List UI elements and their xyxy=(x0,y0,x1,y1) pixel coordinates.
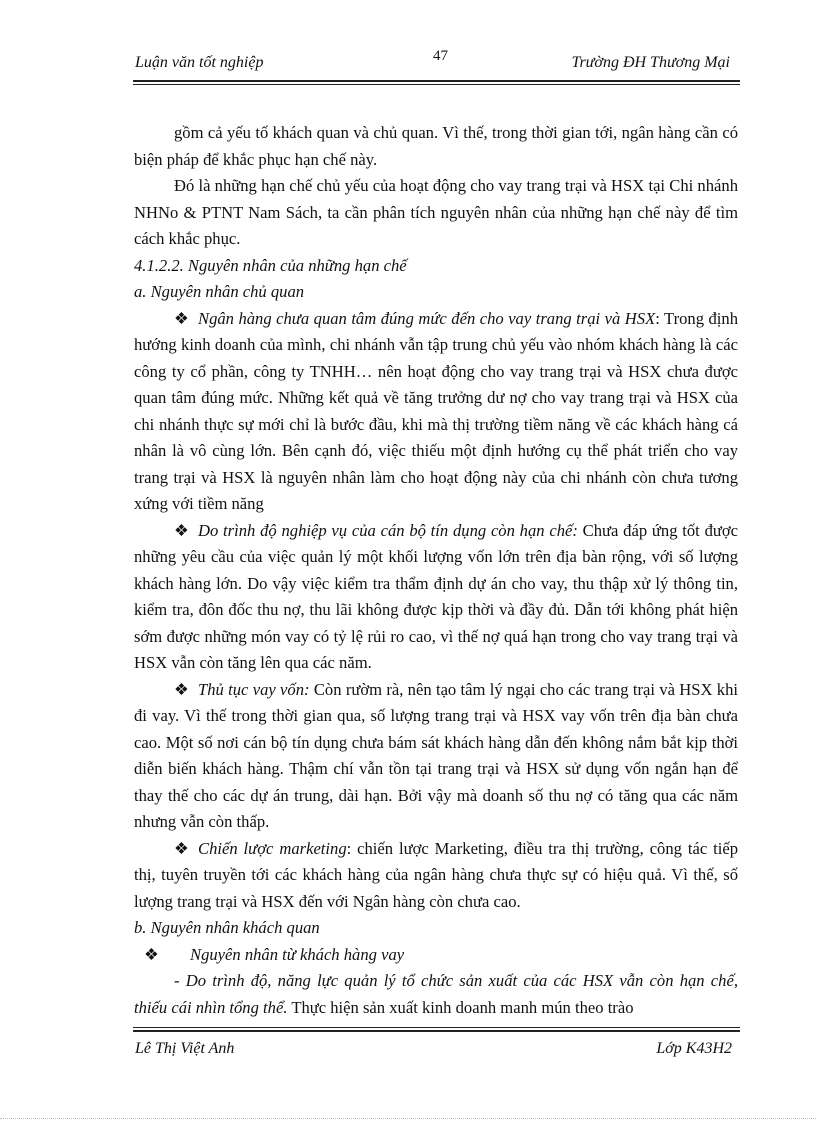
bullet-item-marketing: ❖ Chiến lược marketing: chiến lược Marketing, điều tra thị trường, công tác tiếp thị, tuyên truyền tới các khách hàng của ngân hàng chưa thực sự có hiệu quả. Vì thế, số lượng trang trại và HSX đến với Ngân hàng còn chưa cao. xyxy=(134,836,738,916)
paragraph-intro: gồm cả yếu tố khách quan và chủ quan. Vì thế, trong thời gian tới, ngân hàng cần có biện pháp để khắc phục hạn chế này. xyxy=(134,123,738,169)
diamond-bullet-icon: ❖ xyxy=(174,838,189,858)
diamond-bullet-icon: ❖ xyxy=(144,944,159,964)
diamond-bullet-icon: ❖ xyxy=(174,308,189,328)
header-university-label: Trường ĐH Thương Mại xyxy=(571,54,730,71)
footer-rule-thick xyxy=(133,1030,740,1032)
bullet-item-staff-skill: ❖ Do trình độ nghiệp vụ của cán bộ tín dụng còn hạn chế: Chưa đáp ứng tốt được những yêu cầu của việc quản lý một khối lượng vốn lớn trên địa bàn rộng, với số lượng khách hàng lớn. Do vậy việc kiểm tra thẩm định dự án cho vay, thu thập xử lý thông tin, kiểm tra, đôn đốc thu nợ, thu lãi không được kịp thời và đầy đủ. Dẫn tới không phát hiện sớm được những món vay có tỷ lệ rủi ro cao, vì thế nợ quá hạn trong cho vay trang trại và HSX vẫn còn tăng lên qua các năm. xyxy=(134,518,738,677)
header-rule-thick xyxy=(133,80,740,82)
bullet-item-attention: ❖ Ngân hàng chưa quan tâm đúng mức đến cho vay trang trại và HSX: Trong định hướng kinh doanh của mình, chi nhánh vẫn tập trung chủ yếu vào nhóm khách hàng là các công ty cổ phần, công ty TNHH… nên hoạt động cho vay trang trại và HSX chưa được quan tâm đúng mức. Những kết quả về tăng trưởng dư nợ cho vay trang trại và HSX của chi nhánh thực sự mới chỉ là bước đầu, khi mà thị trường tiềm năng về các khách hàng cá nhân là vô cùng lớn. Bên cạnh đó, việc thiếu một định hướng cụ thể phát triển cho vay trang trại và HSX là nguyên nhân làm cho hoạt động này của chi nhánh còn chưa tương xứng với tiềm năng xyxy=(134,306,738,518)
bullet-title: Chiến lược marketing xyxy=(198,838,347,858)
bullet-title: Do trình độ nghiệp vụ của cán bộ tín dụng còn hạn chế: xyxy=(198,520,578,540)
subsection-heading-subjective: a. Nguyên nhân chủ quan xyxy=(134,282,305,301)
bullet-item-customers xyxy=(134,942,738,969)
header-rule-thin xyxy=(133,84,740,85)
diamond-bullet-icon: ❖ xyxy=(174,679,189,699)
document-body xyxy=(134,120,738,1021)
bullet-title: Thủ tục vay vốn: xyxy=(198,679,310,699)
paragraph-limitations: Đó là những hạn chế chủ yếu của hoạt động cho vay trang trại và HSX tại Chi nhánh NHNo & PTNT Nam Sách, ta cần phân tích nguyên nhân của những hạn chế này để tìm cách khắc phục. xyxy=(134,176,738,248)
header-thesis-label: Luận văn tốt nghiệp xyxy=(135,54,264,71)
section-heading: 4.1.2.2. Nguyên nhân của những hạn chế xyxy=(134,255,407,275)
footer-rule-thin xyxy=(133,1027,740,1028)
page-header xyxy=(133,50,740,78)
page-bottom-divider xyxy=(0,1118,816,1119)
bullet-title: Ngân hàng chưa quan tâm đúng mức đến cho vay trang trại và HSX xyxy=(198,308,656,328)
subsection-heading-objective: b. Nguyên nhân khách quan xyxy=(134,918,320,937)
page-number: 47 xyxy=(433,48,448,64)
bullet-title: Nguyên nhân từ khách hàng vay xyxy=(190,944,405,964)
footer-class: Lớp K43H2 xyxy=(656,1040,732,1057)
bullet-item-procedures: ❖ Thủ tục vay vốn: Còn rườm rà, nên tạo tâm lý ngại cho các trang trại và HSX khi đi vay. Vì thế trong thời gian qua, số lượng trang trại và HSX vay vốn trên địa bàn chưa cao. Một số nơi cán bộ tín dụng chưa bám sát khách hàng dẫn đến không nắm bắt kịp thời diễn biến khách hàng. Thậm chí vẫn tồn tại trang trại và HSX sử dụng vốn ngắn hạn để thay thế cho các dự án trung, dài hạn. Bởi vậy mà doanh số thu nợ có tăng qua các năm nhưng vẫn còn thấp. xyxy=(134,677,738,836)
page-footer xyxy=(133,1040,740,1064)
footer-author: Lê Thị Việt Anh xyxy=(135,1040,235,1057)
diamond-bullet-icon: ❖ xyxy=(174,520,189,540)
paragraph-management-capacity: - Do trình độ, năng lực quản lý tổ chức sản xuất của các HSX vẫn còn hạn chế, thiếu cái nhìn tổng thể. Thực hiện sản xuất kinh doanh manh mún theo trào xyxy=(134,971,738,1017)
